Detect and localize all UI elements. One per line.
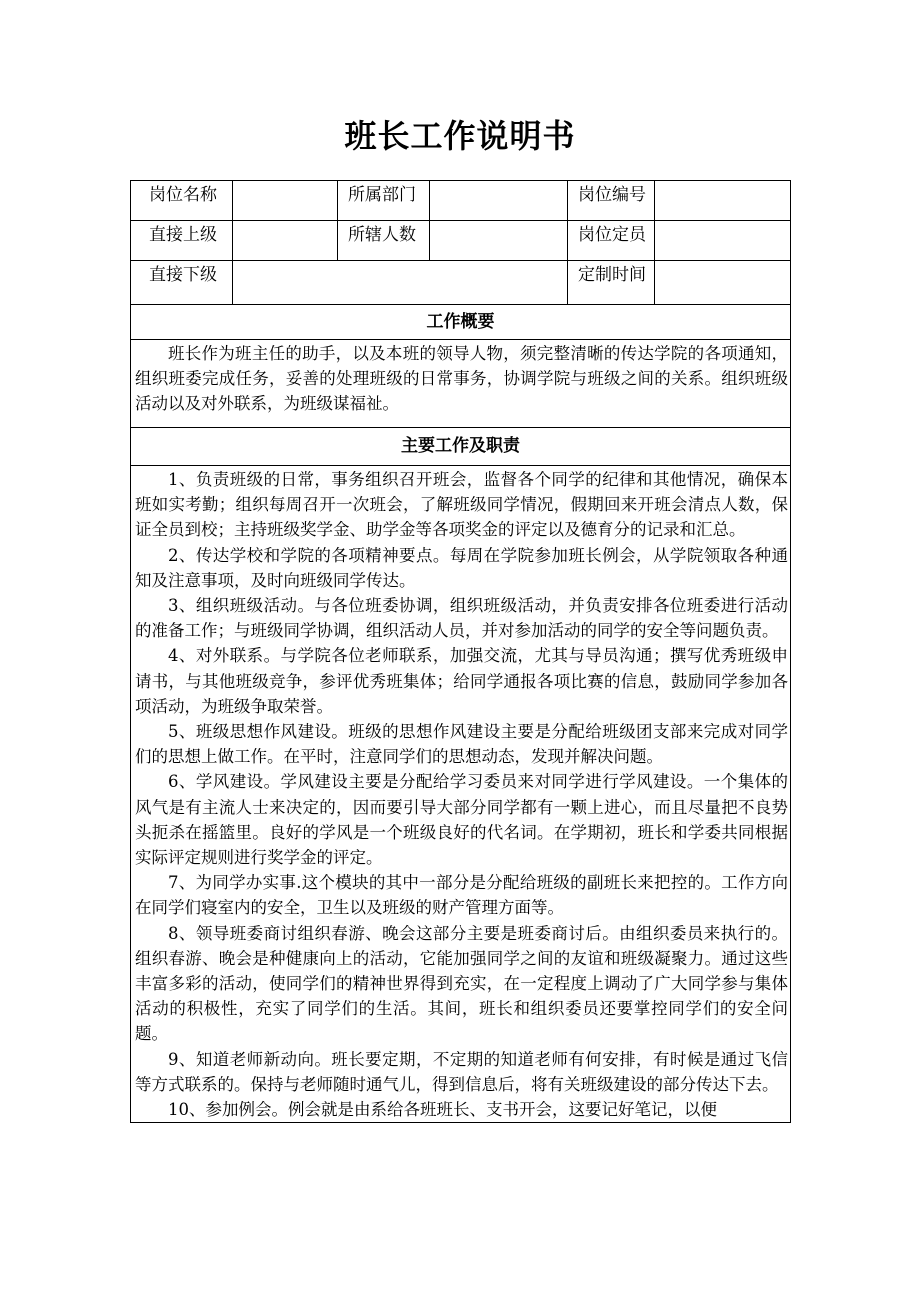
position-code-label: 岗位编号: [568, 181, 655, 221]
headcount-label: 所辖人数: [338, 221, 430, 261]
duties-section: [131, 466, 791, 1123]
duty-item: 7、为同学办实事.这个模块的其中一部分是分配给班级的副班长来把控的。工作方向在同学们寝室内的安全，卫生以及班级的财产管理方面等。: [135, 873, 788, 918]
department-label: 所属部门: [338, 181, 430, 221]
duty-item: 9、知道老师新动向。班长要定期，不定期的知道老师有何安排，有时候是通过飞信等方式联系的。保持与老师随时通气儿，得到信息后，将有关班级建设的部分传达下去。: [135, 1049, 788, 1094]
duty-item: 8、领导班委商讨组织春游、晚会这部分主要是班委商讨后。由组织委员来执行的。组织春游、晚会是种健康向上的活动，它能加强同学之间的友谊和班级凝聚力。通过这些丰富多彩的活动，使同学们的精神世界得到充实，在一定程度上调动了广大同学参与集体活动的积极性，充实了同学们的生活。其间，班长和组织委员还要掌控同学们的安全问题。: [135, 923, 788, 1044]
set-time-label: 定制时间: [568, 261, 655, 305]
overview-section: [131, 340, 791, 428]
duty-item: 6、学风建设。学风建设主要是分配给学习委员来对同学进行学风建设。一个集体的风气是有主流人士来决定的，因而要引导大部分同学都有一颗上进心，而且尽量把不良势头扼杀在摇篮里。良好的学风是一个班级良好的代名词。在学期初，班长和学委共同根据实际评定规则进行奖学金的评定。: [135, 772, 788, 868]
department-value: [430, 181, 568, 221]
duty-item: 1、负责班级的日常，事务组织召开班会，监督各个同学的纪律和其他情况，确保本班如实考勤；组织每周召开一次班会，了解班级同学情况，假期回来开班会清点人数，保证全员到校；主持班级奖学金、助学金等各项奖金的评定以及德育分的记录和汇总。: [135, 470, 788, 540]
overview-heading: 工作概要: [131, 305, 791, 340]
duty-item: 5、班级思想作风建设。班级的思想作风建设主要是分配给班级团支部来完成对同学们的思想上做工作。在平时，注意同学们的思想动态，发现并解决问题。: [135, 722, 788, 767]
duty-item: 2、传达学校和学院的各项精神要点。每周在学院参加班长例会，从学院领取各种通知及注意事项，及时向班级同学传达。: [135, 545, 788, 590]
direct-subordinate-label: 直接下级: [131, 261, 233, 305]
direct-superior-value: [233, 221, 338, 261]
duty-item: 3、组织班级活动。与各位班委协调，组织班级活动，并负责安排各位班委进行活动的准备工作；与班级同学协调，组织活动人员，并对参加活动的同学的安全等问题负责。: [135, 596, 788, 641]
direct-subordinate-value: [233, 261, 568, 305]
position-name-value: [233, 181, 338, 221]
position-staffing-label: 岗位定员: [568, 221, 655, 261]
headcount-value: [430, 221, 568, 261]
position-name-label: 岗位名称: [131, 181, 233, 221]
set-time-value: [655, 261, 791, 305]
direct-superior-label: 直接上级: [131, 221, 233, 261]
duties-heading: 主要工作及职责: [131, 428, 791, 466]
duty-item: 10、参加例会。例会就是由系给各班班长、支书开会，这要记好笔记，以便: [168, 1100, 717, 1120]
duty-item: 4、对外联系。与学院各位老师联系，加强交流，尤其与导员沟通；撰写优秀班级申请书，与其他班级竞争，参评优秀班集体；给同学通报各项比赛的信息，鼓励同学参加各项活动，为班级争取荣誉。: [135, 646, 788, 716]
job-description-table: [130, 180, 791, 1123]
page-title: 班长工作说明书: [344, 117, 576, 155]
position-code-value: [655, 181, 791, 221]
position-staffing-value: [655, 221, 791, 261]
overview-text: 班长作为班主任的助手，以及本班的领导人物，须完整清晰的传达学院的各项通知，组织班委完成任务，妥善的处理班级的日常事务，协调学院与班级之间的关系。组织班级活动以及对外联系，为班级谋福祉。: [135, 344, 788, 414]
